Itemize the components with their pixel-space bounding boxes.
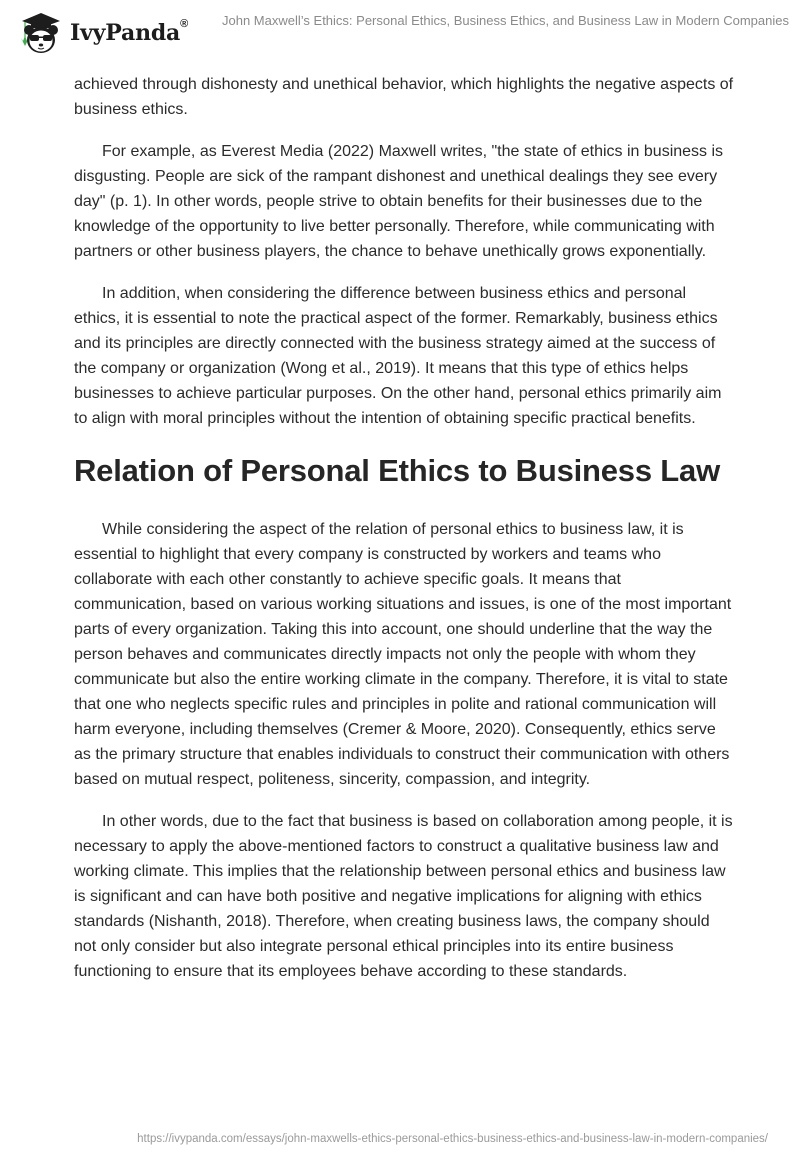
page-header bbox=[0, 0, 800, 60]
paragraph-business-vs-personal-ethics: In addition, when considering the difference between business ethics and personal ethics, it is essential to note the practical aspect of the former. Remarkably, business ethics and its principles are directly connected with the business strategy aimed at the success of the company or organization (Wong et al., 2019). It means that this type of ethics helps businesses to achieve particular purposes. On the other hand, personal ethics primarily aim to align with moral principles without the intention of obtaining specific practical benefits. bbox=[74, 285, 722, 427]
paragraph-everest-media-quote: For example, as Everest Media (2022) Maxwell writes, "the state of ethics in business is disgusting. People are sick of the rampant dishonest and unethical dealings they see every day" (p. 1). In other words, people strive to obtain benefits for their businesses due to the knowledge of the opportunity to live better personally. Therefore, while communicating with partners or other business players, the chance to behave unethically grows exponentially. bbox=[74, 143, 724, 260]
paragraph-relation-communication: While considering the aspect of the relation of personal ethics to business law, it is essential to highlight that every company is constructed by workers and teams who collaborate with each other constantly to achieve specific goals. It means that communication, based on various working situations and issues, is one of the most important parts of every organization. Taking this into account, one should underline that the way the person behaves and communicates directly impacts not only the people with whom they communicate but also the entire working climate in the company. Therefore, it is vital to state that one who neglects specific rules and principles in polite and rational communication will harm everyone, including themselves (Cremer & Moore, 2020). Consequently, ethics serve as the primary structure that enables individuals to construct their communication with others based on mutual respect, politeness, sincerity, compassion, and integrity. bbox=[74, 521, 732, 788]
logo-wordmark: IvyPanda® bbox=[70, 18, 189, 46]
section-heading: Relation of Personal Ethics to Business Law bbox=[74, 453, 720, 488]
document-title: John Maxwell’s Ethics: Personal Ethics, Business Ethics, and Business Law in Modern Companies bbox=[222, 13, 789, 28]
essay-content bbox=[74, 72, 734, 1001]
paragraph-business-law-climate: In other words, due to the fact that business is based on collaboration among people, it is necessary to apply the above-mentioned factors to construct a qualitative business law and working climate. This implies that the relationship between personal ethics and business law is significant and can have both positive and negative implications for aligning with ethics standards (Nishanth, 2018). Therefore, when creating business laws, the company should not only consider but also integrate personal ethical principles into its entire business functioning to ensure that its employees behave according to these standards. bbox=[74, 813, 733, 980]
paragraph-continuation: achieved through dishonesty and unethical behavior, which highlights the negative aspects of business ethics. bbox=[74, 76, 734, 118]
ivypanda-logo[interactable] bbox=[16, 8, 188, 58]
source-url[interactable]: https://ivypanda.com/essays/john-maxwells-ethics-personal-ethics-business-ethics-and-business-law-in-modern-companies/ bbox=[137, 1133, 768, 1145]
panda-graduate-icon bbox=[16, 8, 66, 58]
